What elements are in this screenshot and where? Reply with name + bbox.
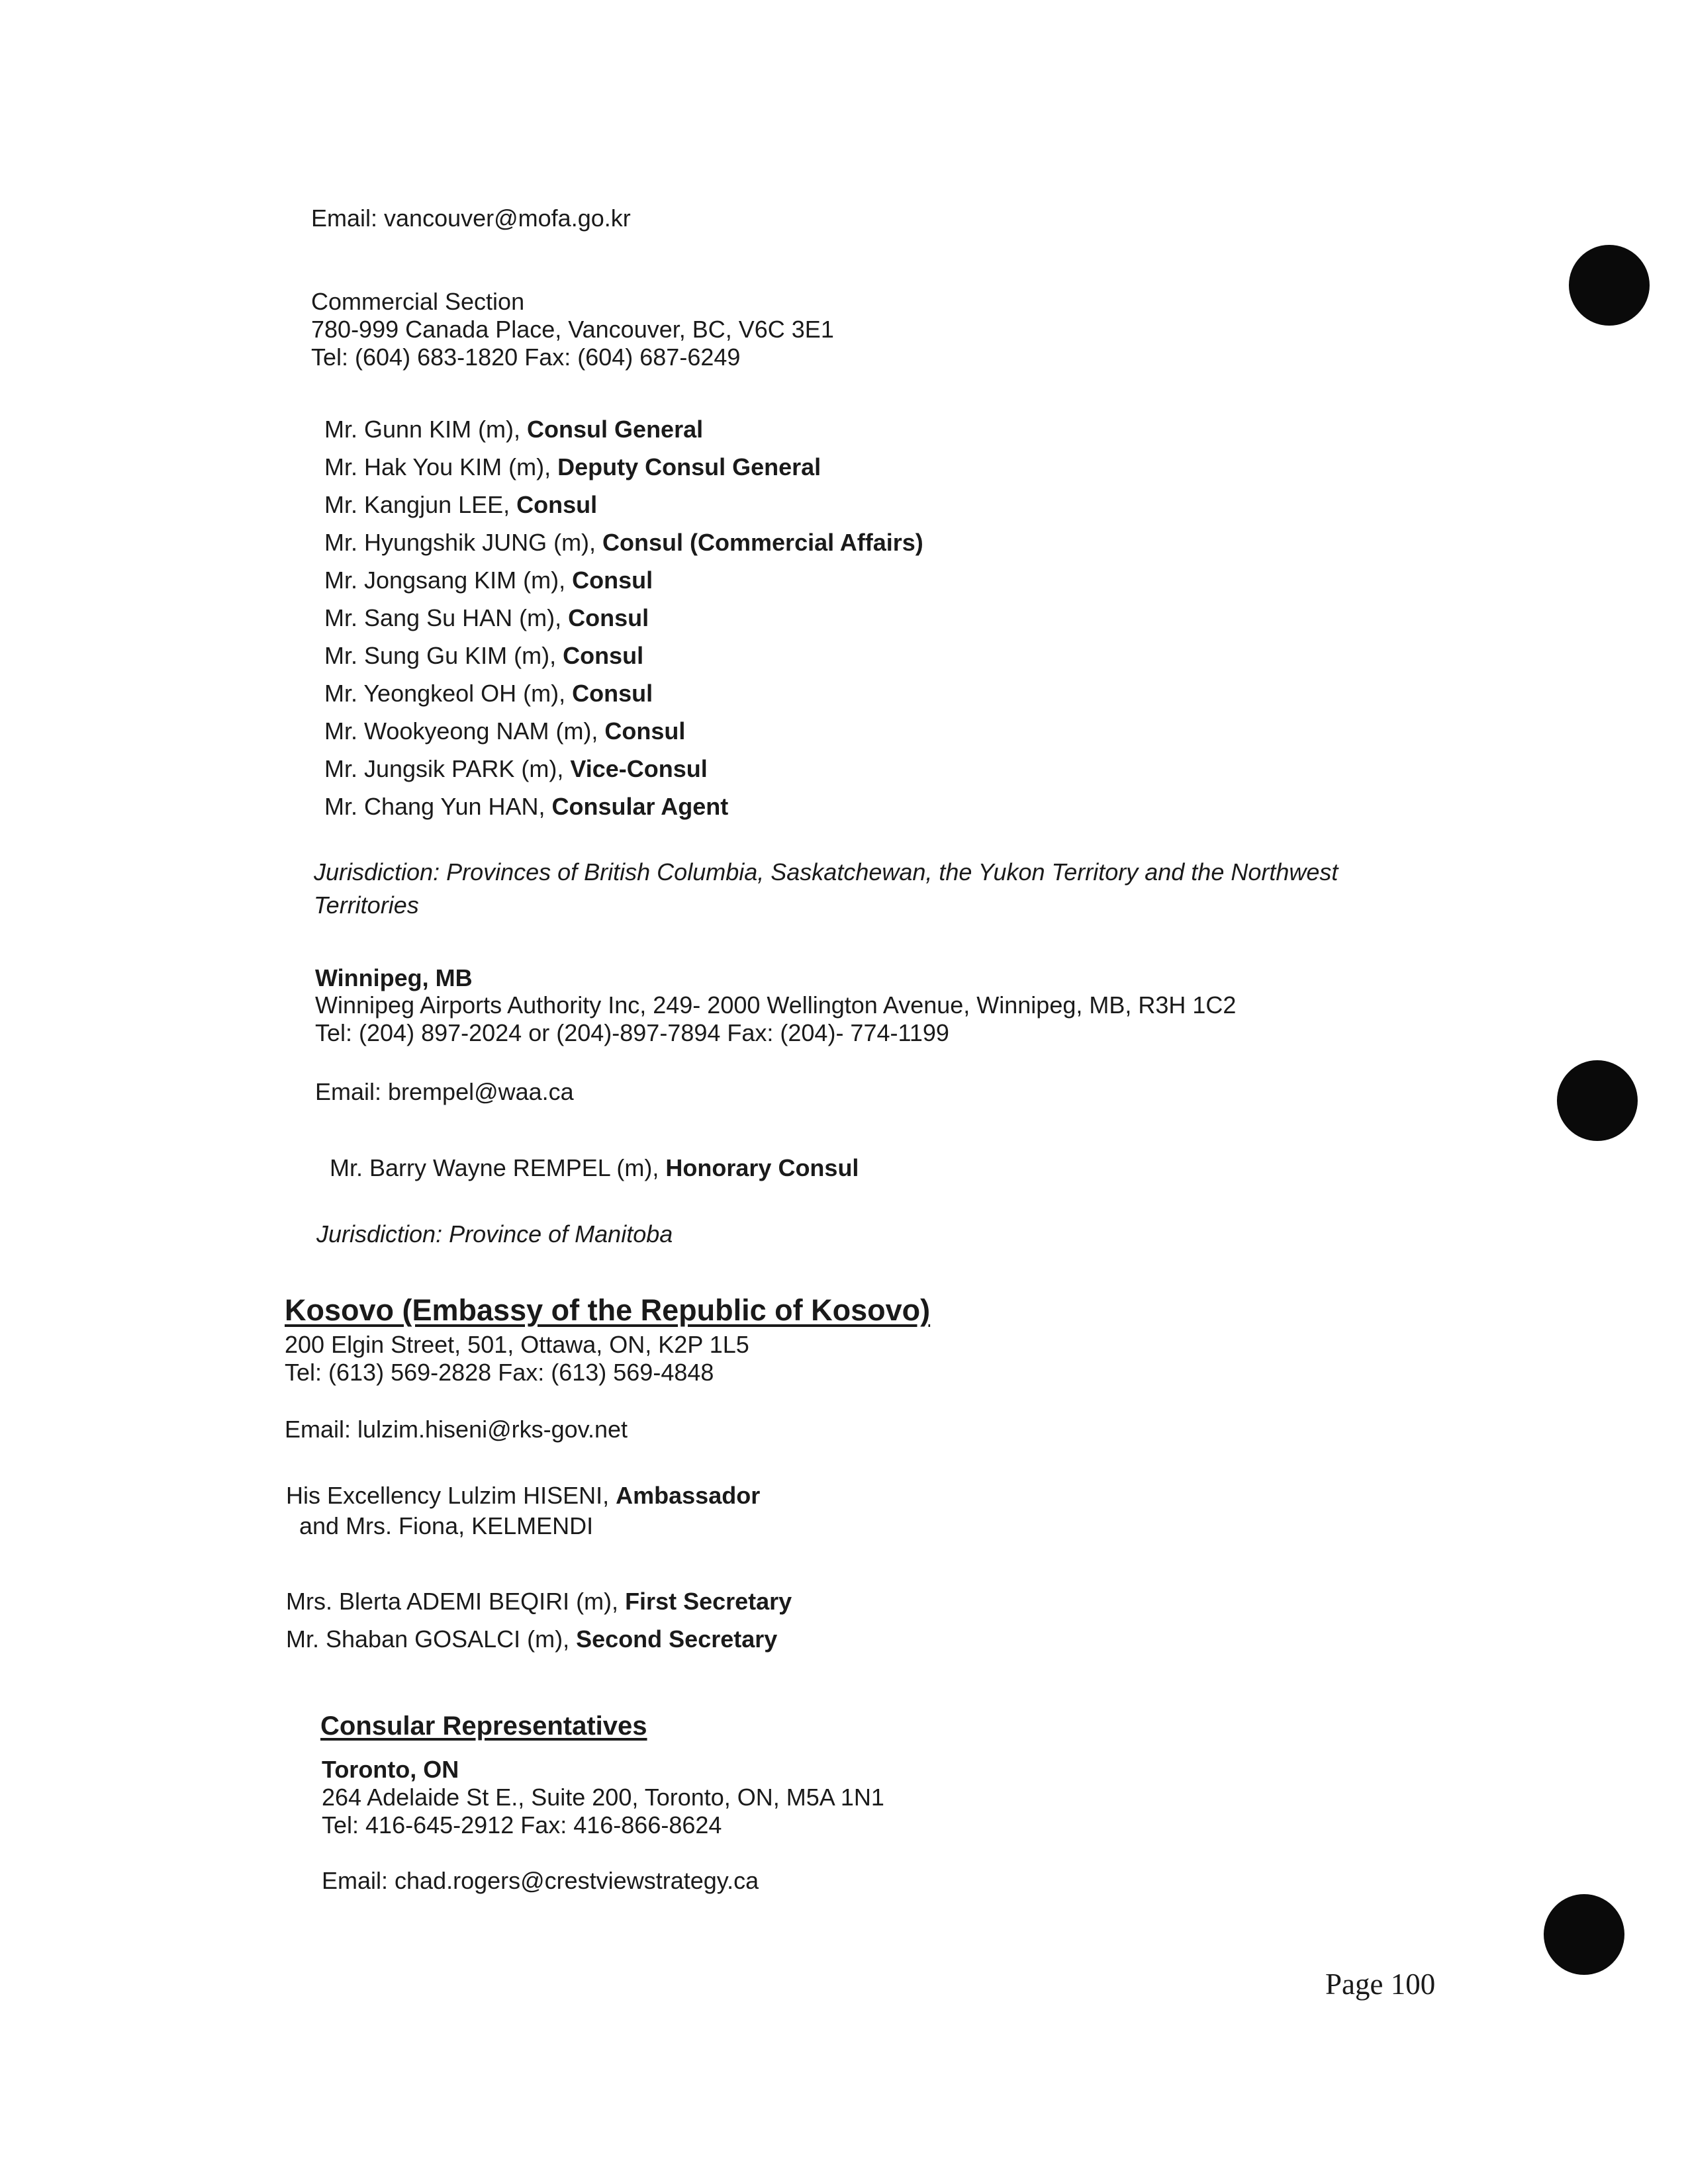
vancouver-email: Email: vancouver@mofa.go.kr — [311, 205, 631, 232]
staff-name: Mr. Jungsik PARK (m), — [324, 755, 571, 782]
staff-name: Mr. Sung Gu KIM (m), — [324, 642, 563, 669]
staff-entry — [324, 679, 653, 708]
kosovo-tel: Tel: (613) 569-2828 Fax: (613) 569-4848 — [285, 1359, 714, 1386]
staff-name: Mr. Chang Yun HAN, — [324, 793, 552, 820]
vancouver-jurisdiction-cont: Territories — [314, 891, 419, 919]
toronto-city: Toronto, ON — [322, 1756, 459, 1783]
staff-name: Mr. Hyungshik JUNG (m), — [324, 529, 603, 556]
kosovo-heading: Kosovo (Embassy of the Republic of Kosovo) — [285, 1293, 931, 1327]
punch-hole — [1569, 245, 1650, 326]
staff-title: Deputy Consul General — [557, 453, 821, 480]
staff-entry — [324, 566, 653, 595]
staff-title: Vice-Consul — [570, 755, 708, 782]
vancouver-jurisdiction: Jurisdiction: Provinces of British Columbia, Saskatchewan, the Yukon Territory and the Northwest — [314, 858, 1338, 886]
commercial-section-tel: Tel: (604) 683-1820 Fax: (604) 687-6249 — [311, 343, 741, 371]
winnipeg-address: Winnipeg Airports Authority Inc, 249- 2000 Wellington Avenue, Winnipeg, MB, R3H 1C2 — [315, 991, 1237, 1019]
kosovo-email: Email: lulzim.hiseni@rks-gov.net — [285, 1416, 628, 1443]
punch-hole — [1544, 1894, 1624, 1975]
toronto-tel: Tel: 416-645-2912 Fax: 416-866-8624 — [322, 1811, 722, 1839]
staff-entry — [324, 754, 708, 784]
staff-entry — [324, 490, 597, 520]
staff-entry — [324, 453, 821, 482]
kosovo-ambassador — [286, 1481, 760, 1510]
staff-name: Mr. Jongsang KIM (m), — [324, 567, 573, 594]
page-number: Page 100 — [1325, 1968, 1436, 2001]
staff-title: Consular Agent — [551, 793, 729, 820]
winnipeg-email: Email: brempel@waa.ca — [315, 1078, 574, 1105]
staff-title: Consul — [572, 680, 653, 707]
staff-name: Mr. Barry Wayne REMPEL (m), — [330, 1154, 666, 1181]
commercial-section-title: Commercial Section — [311, 288, 525, 315]
staff-title: Consul General — [527, 416, 704, 443]
staff-title: Consul — [572, 567, 653, 594]
kosovo-ambassador-spouse: and Mrs. Fiona, KELMENDI — [299, 1512, 594, 1539]
toronto-address: 264 Adelaide St E., Suite 200, Toronto, ON, M5A 1N1 — [322, 1784, 884, 1811]
staff-name: Mr. Shaban GOSALCI (m), — [286, 1625, 577, 1653]
consular-heading: Consular Representatives — [320, 1711, 647, 1741]
staff-entry — [324, 641, 643, 670]
staff-title: Consul — [604, 717, 686, 745]
commercial-section-address: 780-999 Canada Place, Vancouver, BC, V6C 3E1 — [311, 316, 834, 343]
staff-title: Consul — [516, 491, 598, 518]
punch-hole — [1557, 1060, 1638, 1141]
staff-entry — [286, 1625, 777, 1654]
staff-name: Mr. Sang Su HAN (m), — [324, 604, 569, 631]
staff-name: Mr. Kangjun LEE, — [324, 491, 517, 518]
ambassador-title: Ambassador — [616, 1482, 761, 1509]
staff-entry — [324, 604, 649, 633]
staff-entry — [324, 717, 685, 746]
staff-title: Consul — [563, 642, 644, 669]
staff-title: First Secretary — [625, 1588, 792, 1615]
toronto-email: Email: chad.rogers@crestviewstrategy.ca — [322, 1867, 759, 1894]
winnipeg-jurisdiction: Jurisdiction: Province of Manitoba — [316, 1220, 673, 1248]
staff-title: Honorary Consul — [665, 1154, 859, 1181]
winnipeg-staff-entry — [330, 1154, 859, 1183]
kosovo-address: 200 Elgin Street, 501, Ottawa, ON, K2P 1L5 — [285, 1331, 749, 1358]
staff-name: Mr. Gunn KIM (m), — [324, 416, 528, 443]
winnipeg-city: Winnipeg, MB — [315, 964, 473, 991]
staff-title: Consul — [568, 604, 649, 631]
staff-entry — [286, 1587, 792, 1616]
ambassador-name: His Excellency Lulzim HISENI, — [286, 1482, 616, 1509]
staff-entry — [324, 792, 728, 821]
staff-name: Mrs. Blerta ADEMI BEQIRI (m), — [286, 1588, 626, 1615]
winnipeg-tel: Tel: (204) 897-2024 or (204)-897-7894 Fax: (204)- 774-1199 — [315, 1019, 949, 1046]
staff-entry — [324, 528, 923, 557]
staff-title: Consul (Commercial Affairs) — [602, 529, 923, 556]
staff-name: Mr. Wookyeong NAM (m), — [324, 717, 605, 745]
staff-name: Mr. Hak You KIM (m), — [324, 453, 558, 480]
staff-entry — [324, 415, 703, 444]
staff-title: Second Secretary — [576, 1625, 778, 1653]
staff-name: Mr. Yeongkeol OH (m), — [324, 680, 573, 707]
